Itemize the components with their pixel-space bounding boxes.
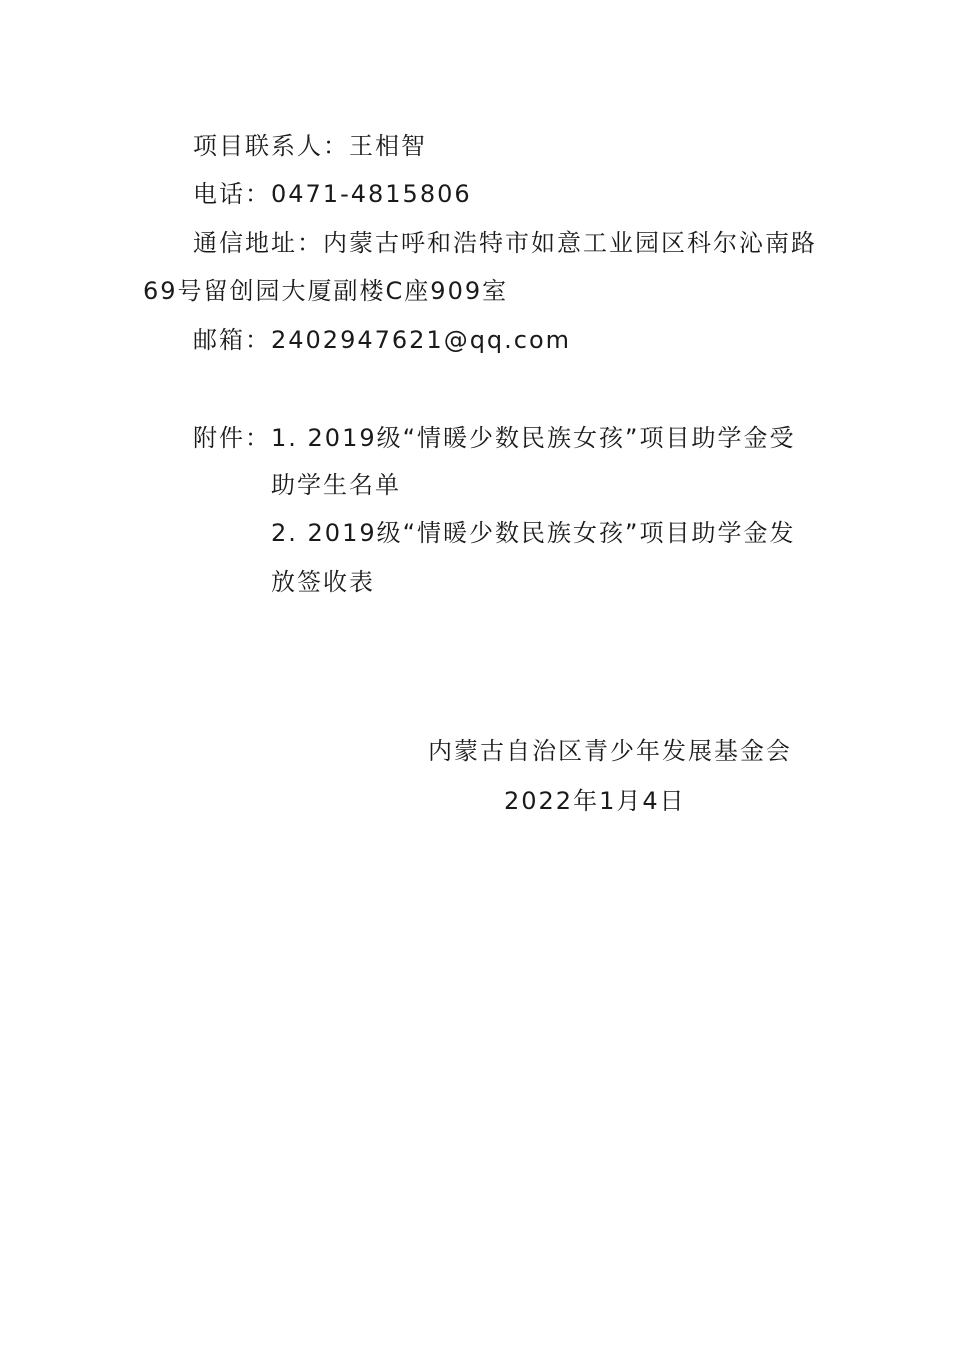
signature-date: 2022年1月4日 (504, 787, 686, 815)
attachment-item2-line2: 放签收表 (271, 568, 375, 596)
contact-phone: 电话：0471-4815806 (193, 180, 472, 208)
contact-address-line1: 通信地址：内蒙古呼和浩特市如意工业园区科尔沁南路 (193, 229, 817, 257)
contact-email: 邮箱：2402947621@qq.com (193, 326, 572, 354)
attachment-item2-line1: 2. 2019级“情暖少数民族女孩”项目助学金发 (271, 519, 796, 547)
contact-person: 项目联系人：王相智 (193, 132, 427, 160)
attachment-item1-line2: 助学生名单 (271, 471, 401, 499)
attachment-item1-line1: 附件：1. 2019级“情暖少数民族女孩”项目助学金受 (193, 424, 796, 452)
contact-address-line2: 69号留创园大厦副楼C座909室 (143, 277, 509, 305)
signature-organization: 内蒙古自治区青少年发展基金会 (428, 737, 792, 765)
